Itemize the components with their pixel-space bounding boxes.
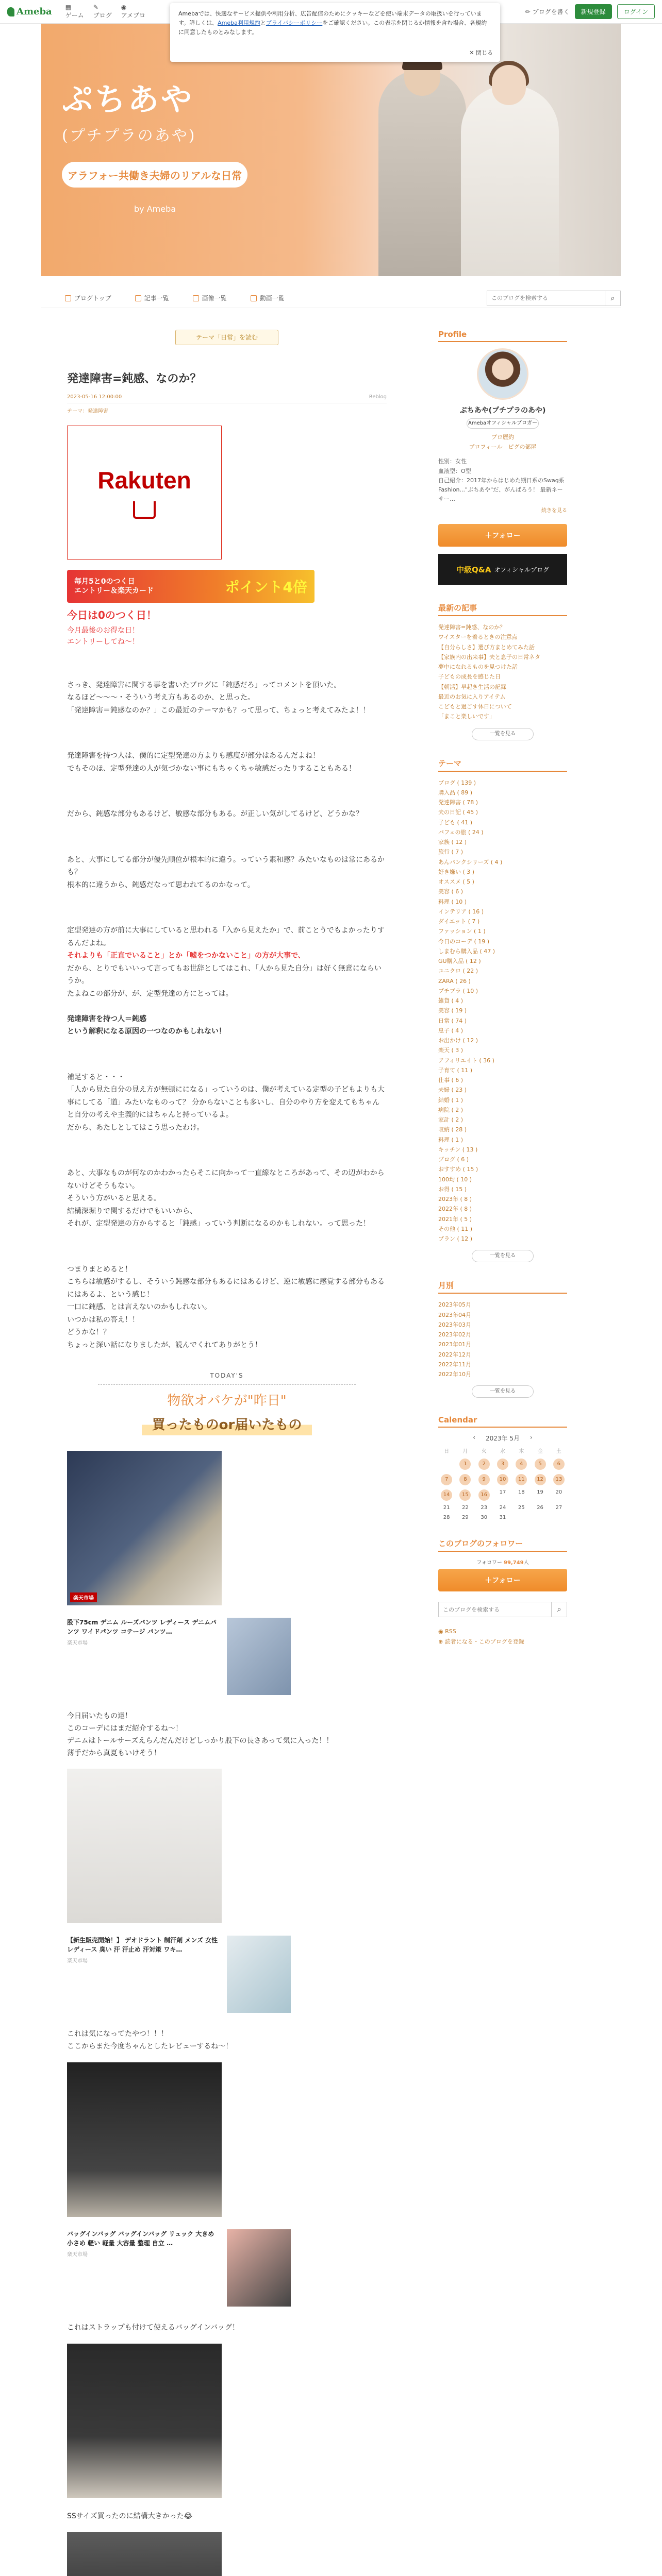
calendar-day-cell xyxy=(532,1505,548,1511)
month-link[interactable]: 2023年03月 xyxy=(438,1321,471,1328)
entry-date: 2023-05-16 12:00:00 xyxy=(67,394,122,400)
theme-link[interactable]: ユニクロ ( 22 ) xyxy=(438,968,478,975)
calendar-weekday: 日 xyxy=(444,1449,450,1455)
calendar-weekday: 月 xyxy=(462,1449,468,1455)
product-photo[interactable] xyxy=(67,1769,222,1923)
entry-text: 定型発達の方が前に大事にしていると思われる「入から見えたか」で、前ことうでもよかったりするんだよね。 xyxy=(67,926,385,947)
theme-link[interactable]: ダイエット ( 7 ) xyxy=(438,918,480,925)
calendar-day: 29 xyxy=(462,1515,469,1521)
theme-link[interactable]: ブログ ( 139 ) xyxy=(438,779,476,786)
theme-link[interactable]: 収納 ( 28 ) xyxy=(438,1126,467,1133)
theme-link[interactable]: しまむら購入品 ( 47 ) xyxy=(438,947,495,955)
calendar-day[interactable]: 15 xyxy=(459,1489,471,1501)
calendar-day: 25 xyxy=(518,1505,525,1511)
product-photo[interactable] xyxy=(67,2344,222,2498)
calendar-day-cell xyxy=(532,1515,548,1520)
search-icon[interactable]: ⌕ xyxy=(551,1602,567,1617)
entry-caption: SSサイズ買ったのに結構大きかった😂 xyxy=(67,2512,193,2520)
theme-link[interactable]: 100均 ( 10 ) xyxy=(438,1176,472,1183)
entry-body xyxy=(67,330,387,2576)
calendar-day-cell xyxy=(438,1489,455,1501)
cookie-text: をご確認ください。この表示を閉じるか情報を含む場合、各規約に同意したものとみなします。 xyxy=(178,20,487,36)
calendar-day-cell xyxy=(551,1489,567,1501)
calendar-weekday: 水 xyxy=(500,1449,505,1455)
theme-link[interactable]: 2022年 ( 8 ) xyxy=(438,1206,472,1213)
monthly-section xyxy=(438,1280,567,1398)
plus-icon: ⊕ xyxy=(438,1638,445,1646)
month-list xyxy=(438,1300,567,1379)
calendar-day: 28 xyxy=(443,1515,450,1521)
month-link[interactable]: 2023年01月 xyxy=(438,1341,471,1348)
theme-link[interactable]: 夫の日記 ( 45 ) xyxy=(438,809,478,816)
calendar-day[interactable]: 13 xyxy=(553,1474,565,1485)
calendar-day-cell xyxy=(494,1489,511,1501)
global-nav-game[interactable] xyxy=(65,4,84,20)
calendar-day: 30 xyxy=(481,1515,488,1521)
calendar-day-cell xyxy=(457,1515,473,1520)
product-info xyxy=(67,2229,222,2258)
entry-paragraph: あと、大事なものが何なのかわかったらそこに向かって一直線なところがあって、その辺がわからないけどそうもない。 そういう方がいると思える。 結構深堀りで関するだけでもいいから、 それが、定型発達の方からすると「鈍感」っていう判断になるのかもしれない。って思った！ xyxy=(67,1169,385,1228)
theme-link[interactable]: 家族 ( 12 ) xyxy=(438,839,467,846)
calendar-day[interactable]: 4 xyxy=(516,1459,527,1470)
rss-links xyxy=(438,1626,567,1647)
calendar-day: 26 xyxy=(537,1505,543,1511)
calendar-weekday: 木 xyxy=(519,1449,524,1455)
product-shop: 楽天市場 xyxy=(67,1640,88,1647)
theme-heading: テーマ xyxy=(438,758,567,772)
entry-theme xyxy=(67,406,387,414)
calendar-day-cell xyxy=(457,1474,473,1485)
theme-link[interactable]: アフィリエイト ( 36 ) xyxy=(438,1057,494,1064)
theme-link[interactable]: その他 ( 11 ) xyxy=(438,1225,473,1232)
calendar-day-cell xyxy=(513,1474,529,1485)
month-link[interactable]: 2023年05月 xyxy=(438,1301,471,1309)
theme-link[interactable]: 家計 ( 2 ) xyxy=(438,1116,464,1124)
cart-icon xyxy=(133,501,156,519)
bride-head xyxy=(492,65,526,105)
terms-link[interactable]: Ameba利用規約 xyxy=(218,20,260,27)
follower-label: フォロワー xyxy=(476,1560,502,1566)
calendar-section xyxy=(438,1415,567,1520)
theme-link[interactable]: 2021年 ( 5 ) xyxy=(438,1215,472,1223)
theme-link[interactable]: プチプラ ( 10 ) xyxy=(438,987,478,994)
calendar-day: 21 xyxy=(443,1505,450,1511)
theme-link[interactable]: 発達障害 xyxy=(88,409,108,414)
calendar-day[interactable]: 11 xyxy=(516,1474,527,1485)
calendar-day-cell xyxy=(438,1505,455,1511)
nav-label: 動画一覧 xyxy=(259,295,285,302)
couple-photo xyxy=(358,44,574,276)
pen-icon: ✏ xyxy=(525,8,531,15)
privacy-link[interactable]: プライバシーポリシー xyxy=(266,20,323,27)
calendar-day[interactable]: 5 xyxy=(535,1459,546,1470)
blog-subtitle: (プチプラのあや) xyxy=(62,127,196,145)
recent-entries xyxy=(438,602,567,740)
global-nav-label: ゲーム xyxy=(65,12,84,19)
campaign-subtext: 今月最後のお得な日！ エントリーしてね〜！ xyxy=(67,626,139,647)
nav-label: 画像一覧 xyxy=(202,295,227,302)
calendar-day-cell xyxy=(494,1515,511,1520)
write-blog-label: ブログを書く xyxy=(532,8,570,15)
theme-link[interactable]: お得 ( 15 ) xyxy=(438,1185,467,1193)
theme-link[interactable]: 美容 ( 19 ) xyxy=(438,1007,467,1014)
blog-search xyxy=(487,291,621,306)
calendar-heading: Calendar xyxy=(438,1415,567,1428)
product-info xyxy=(67,1936,222,1964)
nav-image-list[interactable] xyxy=(193,294,227,302)
calendar-day-cell xyxy=(551,1515,567,1520)
image-icon xyxy=(193,295,199,301)
video-icon xyxy=(251,295,257,301)
calendar-day[interactable]: 10 xyxy=(497,1474,508,1485)
by-ameba: by Ameba xyxy=(134,204,176,214)
theme-link[interactable]: ZARA ( 26 ) xyxy=(438,977,471,985)
entry-emphasis: それよりも「正直でいること」とか「嘘をつかないこと」の方が大事で、 xyxy=(67,952,305,960)
theme-read-button[interactable]: テーマ「日常」を読む xyxy=(175,330,278,345)
entry-bold: 発達障害を持つ人＝鈍感 という解釈になる原因の一つなのかもしれない！ xyxy=(67,1014,226,1036)
cookie-text: Amebaでは、快適なサービス提供や利用分析、広告配信のためにクッキーなどを使い端末データの取扱いを行っています。詳しくは、 xyxy=(178,10,482,27)
global-nav-blog[interactable] xyxy=(93,4,112,20)
calendar-day-cell xyxy=(457,1489,473,1501)
write-blog-link[interactable] xyxy=(525,7,570,16)
signup-button[interactable]: 新規登録 xyxy=(575,4,612,19)
entry-paragraph: さっき、発達障害に関する事を書いたブログに「鈍感だろ」ってコメントを頂いた。 なるほど〜〜〜・そういう考え方もあるのか、と思った。 「発達障害＝鈍感なのか？」この最近のテーマかも？って思って、ちょっと考えてみたよ！！ xyxy=(67,681,370,715)
global-nav-label: アメブロ xyxy=(121,12,146,19)
avatar[interactable] xyxy=(477,348,528,400)
month-link[interactable]: 2022年10月 xyxy=(438,1371,471,1378)
calendar-day-cell xyxy=(476,1474,492,1485)
calendar-day[interactable]: 16 xyxy=(478,1489,490,1501)
calendar-day: 17 xyxy=(499,1489,506,1496)
entry-caption: これは気になってたやつ！！！ ここからまた今度ちゃんとしたレビューするね〜！ xyxy=(67,2030,233,2051)
calendar-day[interactable]: 1 xyxy=(459,1459,471,1470)
profile-more-link[interactable]: 続きを見る xyxy=(541,508,567,514)
calendar-day[interactable]: 9 xyxy=(478,1474,490,1485)
month-heading: 月別 xyxy=(438,1280,567,1294)
calendar-day-cell xyxy=(438,1474,455,1485)
theme-link[interactable]: 日常 ( 74 ) xyxy=(438,1017,467,1024)
product-info xyxy=(67,1618,222,1646)
calendar-day-cell xyxy=(532,1474,548,1485)
blog-search-input[interactable] xyxy=(487,295,605,301)
calendar-day: 27 xyxy=(555,1505,562,1511)
theme-link[interactable]: 結婚 ( 1 ) xyxy=(438,1096,464,1104)
follower-unit: 人 xyxy=(523,1560,529,1566)
theme-link[interactable]: 2023年 ( 8 ) xyxy=(438,1196,472,1203)
official-banner[interactable] xyxy=(438,554,567,585)
rss-icon: ◉ xyxy=(438,1628,445,1635)
calendar-day-cell xyxy=(476,1489,492,1501)
global-nav-label: ブログ xyxy=(93,12,112,19)
campaign-headline: 今日は0のつく日！ xyxy=(67,609,157,621)
product-card[interactable] xyxy=(67,1936,387,2013)
nav-blog-top[interactable] xyxy=(65,294,111,302)
profile-name[interactable]: ぷちあや(プチプラのあや) xyxy=(459,406,546,415)
month-link[interactable]: 2022年11月 xyxy=(438,1361,471,1368)
calendar-title: 2023年 5月 xyxy=(486,1435,520,1443)
header-actions xyxy=(525,4,655,19)
profile-links[interactable]: ブロ歴約 プロフィール ピグの部屋 xyxy=(469,434,537,450)
follow-button[interactable]: ＋フォロー xyxy=(438,524,567,547)
calendar-day: 31 xyxy=(499,1515,506,1521)
nav-label: 記事一覧 xyxy=(144,295,169,302)
official-badge: Amebaオフィシャルブロガー xyxy=(467,418,539,429)
theme-link[interactable]: 息子 ( 4 ) xyxy=(438,1027,464,1034)
theme-link[interactable]: 料理 ( 10 ) xyxy=(438,898,467,905)
calendar-day-cell xyxy=(532,1489,548,1501)
calendar-day[interactable]: 8 xyxy=(459,1474,471,1485)
followers-heading: このブログのフォロワー xyxy=(438,1538,567,1552)
theme-link[interactable]: ブログ ( 6 ) xyxy=(438,1156,469,1163)
brand-name: Ameba xyxy=(16,6,52,17)
today-title: 物欲オバケが"昨日" xyxy=(167,1393,287,1409)
prev-month-icon[interactable]: ‹ xyxy=(473,1434,475,1442)
recent-entry-link[interactable]: ワイスターを着るときの注意点 xyxy=(438,634,518,641)
theme-link[interactable]: キッチン ( 13 ) xyxy=(438,1146,478,1153)
nav-entry-list[interactable] xyxy=(135,294,169,302)
calendar-day-cell xyxy=(551,1459,567,1470)
recent-list xyxy=(438,622,567,722)
blog-title: ぷちあや xyxy=(62,82,194,118)
bride-figure xyxy=(461,86,559,276)
campaign-points: ポイント4倍 xyxy=(225,579,307,596)
product-shop: 楽天市場 xyxy=(67,2252,88,2258)
groom-figure xyxy=(378,70,466,276)
calendar-day-cell xyxy=(457,1459,473,1470)
entry-paragraph xyxy=(67,924,387,1038)
calendar-weekday: 火 xyxy=(481,1449,487,1455)
recent-entry-link[interactable]: こどもと過ごす休日について xyxy=(438,703,512,710)
entry-paragraph: あと、大事にしてる部分が優先順位が根本的に違う。っていう素和感？みたいなものは常にあるかも？ 根本的に違うから、鈍感だなって思われてるのかなって。 xyxy=(67,855,385,889)
theme-link[interactable]: ファッション ( 1 ) xyxy=(438,928,486,935)
calendar-grid xyxy=(438,1447,567,1520)
calendar-day-cell xyxy=(513,1489,529,1501)
calendar-day[interactable]: 2 xyxy=(478,1459,490,1470)
theme-link[interactable]: 夫婦 ( 23 ) xyxy=(438,1087,467,1094)
blog-tagline: アラフォー共働き夫婦のリアルな日常 xyxy=(62,162,247,188)
theme-link[interactable]: 病院 ( 2 ) xyxy=(438,1106,464,1113)
calendar-day[interactable]: 6 xyxy=(553,1459,565,1470)
calendar-weekday: 金 xyxy=(537,1449,543,1455)
next-month-icon[interactable]: › xyxy=(530,1434,533,1442)
calendar-day: 18 xyxy=(518,1489,525,1496)
global-nav xyxy=(65,4,145,20)
theme-link[interactable]: 購入品 ( 89 ) xyxy=(438,789,473,796)
theme-link[interactable]: あんパンクシリーズ ( 4 ) xyxy=(438,858,503,866)
calendar-day: 19 xyxy=(537,1489,543,1496)
calendar-day: 24 xyxy=(499,1505,506,1511)
theme-section xyxy=(438,758,567,1263)
calendar-weekday: 土 xyxy=(556,1449,561,1455)
rakuten-logo: Rakuten xyxy=(97,467,191,494)
calendar-day[interactable]: 3 xyxy=(497,1459,508,1470)
theme-link[interactable]: パフェの旅 ( 24 ) xyxy=(438,828,484,836)
calendar-day-cell xyxy=(494,1459,511,1470)
calendar-day-cell xyxy=(494,1505,511,1511)
recent-entry-link[interactable]: 夢中になれるものを見つけた話 xyxy=(438,664,518,671)
nav-label: ブログトップ xyxy=(74,295,111,302)
calendar-day-cell xyxy=(513,1505,529,1511)
calendar-day-cell xyxy=(513,1515,529,1520)
grid-icon: ▦ xyxy=(65,4,72,11)
recent-entry-link[interactable]: 【自分らしさ】選び方まとめてみた話 xyxy=(438,643,535,651)
theme-link[interactable]: 旅行 ( 7 ) xyxy=(438,849,464,856)
ameba-logo[interactable] xyxy=(7,6,52,17)
month-more-button[interactable]: 一覧を見る xyxy=(472,1385,534,1398)
cookie-close-button[interactable]: ✕ 閉じる xyxy=(469,49,493,56)
calendar-day-cell xyxy=(438,1515,455,1520)
ameba-leaf-icon xyxy=(7,7,14,16)
recent-more-button[interactable]: 一覧を見る xyxy=(472,728,534,740)
theme-link[interactable]: 雑貨 ( 4 ) xyxy=(438,997,464,1005)
follower-count xyxy=(438,1558,567,1566)
point-campaign-banner[interactable] xyxy=(67,570,315,603)
product-thumbnail xyxy=(227,1936,291,2013)
entry-caption: これはストラップも付けて使えるバッグインバッグ！ xyxy=(67,2324,240,2332)
theme-link[interactable]: 美容 ( 6 ) xyxy=(438,888,464,895)
product-card[interactable] xyxy=(67,1618,387,1695)
global-nav-ameblo[interactable] xyxy=(121,4,145,20)
calendar-day-cell xyxy=(476,1459,492,1470)
calendar-day-cell xyxy=(494,1474,511,1485)
recent-entry-link[interactable]: 発達障害=鈍感、なのか？ xyxy=(438,624,506,631)
product-photo[interactable] xyxy=(67,2532,222,2576)
apps-icon: ◉ xyxy=(121,4,127,11)
sidebar-search xyxy=(438,1602,567,1617)
calendar-day: 23 xyxy=(481,1505,488,1511)
calendar-day-cell xyxy=(438,1459,455,1470)
entry-paragraph: つまりまとめると！ こちらは敏感がするし、そういう鈍感な部分もあるにはあるけど、逆に敏感に感覚する部分もあるにはあるよ、という感じ！ 一口に鈍感、とは言えないのかもしれない。 いつかは私の答え！！ どうかな！？ ちょっと深い話になりましたが、読んでくれてありがとう！ xyxy=(67,1265,385,1349)
entry-paragraph: だから、鈍感な部分もあるけど、敏感な部分もある。が正しい気がしてるけど、どうかな？ xyxy=(67,810,363,819)
calendar-day-cell xyxy=(513,1459,529,1470)
today-subtitle: 買ったものor届いたもの xyxy=(142,1412,312,1435)
theme-link[interactable]: オススメ ( 5 ) xyxy=(438,878,474,886)
calendar-day: 22 xyxy=(462,1505,469,1511)
entry-meta xyxy=(67,394,387,403)
recent-entry-link[interactable]: 【家族内の出来事】夫と息子の日常ネタ xyxy=(438,653,540,660)
calendar-day[interactable]: 14 xyxy=(441,1489,452,1501)
today-label: TODAY'S xyxy=(210,1372,244,1380)
nav-video-list[interactable] xyxy=(251,294,285,302)
entry-caption: 今日届いたもの達！ このコーデにはまだ紹介するね〜！ デニムはトールサーズえらんだんだけどしっかり股下の長さあって気に入った！！ 薄手だから真夏もいけそう！ xyxy=(67,1712,334,1757)
rss-label: RSS xyxy=(445,1628,456,1635)
product-name: バッグインバッグ バッグインバッグ リュック 大きめ 小さめ 軽い 軽量 大容量 整理 自立 … xyxy=(67,2230,214,2247)
theme-link[interactable]: 料理 ( 1 ) xyxy=(438,1136,464,1143)
theme-link[interactable]: 子ども ( 41 ) xyxy=(438,819,473,826)
theme-link[interactable]: おすすめ ( 15 ) xyxy=(438,1166,478,1173)
theme-link[interactable]: 子育て ( 11 ) xyxy=(438,1066,473,1074)
product-shop: 楽天市場 xyxy=(67,1958,88,1964)
campaign-text: 毎月5と0のつく日 エントリー＆楽天カード xyxy=(74,577,154,595)
banner-title: 中級Q&A xyxy=(456,565,491,574)
product-name: 【新生販売開始！】 デオドラント 制汗剤 メンズ 女性 レディース 臭い 汗 汗止め 汗対策 ワキ… xyxy=(67,1937,218,1954)
reader-label: 読者になる・このブログを登録 xyxy=(444,1638,524,1646)
month-link[interactable]: 2023年04月 xyxy=(438,1311,471,1318)
theme-link[interactable]: お出かけ ( 12 ) xyxy=(438,1037,478,1044)
calendar-day[interactable]: 12 xyxy=(535,1474,546,1485)
recent-entry-link[interactable]: 「まこと楽しいです」 xyxy=(438,713,495,720)
product-thumbnail xyxy=(227,2229,291,2307)
recent-heading: 最新の記事 xyxy=(438,602,567,616)
calendar-day-cell xyxy=(476,1515,492,1520)
product-photo[interactable] xyxy=(67,2062,222,2217)
month-link[interactable]: 2023年02月 xyxy=(438,1331,471,1338)
sidebar xyxy=(438,330,567,1647)
recent-entry-link[interactable]: 子どもの成長を感じた日 xyxy=(438,673,501,681)
rakuten-mark: 楽天市場 xyxy=(70,1592,97,1602)
profile-heading: Profile xyxy=(438,330,567,342)
theme-list xyxy=(438,778,567,1244)
theme-link[interactable]: 今日のコーデ ( 19 ) xyxy=(438,938,490,945)
blog-nav xyxy=(41,289,621,308)
theme-more-button[interactable]: 一覧を見る xyxy=(472,1250,534,1262)
sidebar-search-input[interactable] xyxy=(439,1606,551,1613)
product-thumbnail xyxy=(227,1618,291,1695)
blog-header-title xyxy=(62,75,196,145)
entry-title: 発達障害=鈍感、なのか？ xyxy=(67,372,202,385)
calendar-day: 20 xyxy=(555,1489,562,1496)
calendar-day-cell xyxy=(551,1505,567,1511)
rss-link[interactable] xyxy=(438,1626,567,1637)
divider xyxy=(98,1384,356,1385)
rakuten-banner[interactable] xyxy=(67,426,222,560)
theme-link[interactable]: プラン ( 12 ) xyxy=(438,1235,473,1243)
followers-section xyxy=(438,1538,567,1647)
month-link[interactable]: 2022年12月 xyxy=(438,1351,471,1358)
reader-link[interactable] xyxy=(438,1637,567,1647)
calendar-day-cell xyxy=(532,1459,548,1470)
recent-entry-link[interactable]: 最近のお気に入りアイテム xyxy=(438,693,506,700)
calendar-nav xyxy=(438,1434,567,1443)
product-card[interactable] xyxy=(67,2229,387,2307)
cookie-text: と xyxy=(260,20,266,27)
calendar-day-cell xyxy=(457,1505,473,1511)
theme-link[interactable]: GU購入品 ( 12 ) xyxy=(438,958,481,965)
blog-icon: ✎ xyxy=(93,4,98,11)
product-name: 股下75cm デニム ルーズパンツ レディース デニムパンツ ワイドパンツ コテージ パンツ… xyxy=(67,1619,217,1636)
entry-text: だから、とりでもいいって言ってもお世辞としてはこれ、「人から見た自分」は好く無意にならいうか。 たよねこの部分が、が、定型発達の方にとっては。 xyxy=(67,964,382,998)
search-icon[interactable]: ⌕ xyxy=(605,291,620,306)
theme-link[interactable]: 仕事 ( 6 ) xyxy=(438,1077,464,1084)
recent-entry-link[interactable]: 【朝活】早起き生活の記録 xyxy=(438,683,506,690)
entry-paragraph: 発達障害を持つ人は、僕的に定型発達の方よりも感度が部分はあるんだよね！ でもそのほ、定型発達の人が気づかない事にもちゃくちゃ敏感だったりすることもある！ xyxy=(67,752,356,773)
calendar-day[interactable]: 7 xyxy=(441,1474,452,1485)
product-photo[interactable] xyxy=(67,1451,222,1605)
theme-link[interactable]: 好き嫌い ( 3 ) xyxy=(438,868,475,875)
today-purchases-heading xyxy=(67,1372,387,1435)
list-icon xyxy=(135,295,141,301)
banner-subtitle: オフィシャルブログ xyxy=(494,566,549,573)
theme-label: テーマ： xyxy=(67,409,88,414)
theme-link[interactable]: 発達障害 ( 78 ) xyxy=(438,799,478,806)
entry-paragraph: 補足すると・・・ 「人から見た自分の見え方が無頓にになる」っていうのは、僕が考えている定型の子どもよりも大事にしてる「道」みたいなものって？ 分からないことも多いし、自分のやり方を変えてもちゃんと自分の考えや主義的にはちゃんと持っているよ。 だから、あたしとしてはこう思ったわけ。 xyxy=(67,1073,385,1132)
calendar-day-cell xyxy=(551,1474,567,1485)
theme-link[interactable]: 楽天 ( 3 ) xyxy=(438,1047,464,1054)
login-button[interactable]: ログイン xyxy=(617,4,655,19)
home-icon xyxy=(65,295,71,301)
follow-button-2[interactable]: ＋フォロー xyxy=(438,1569,567,1591)
reblog-button[interactable]: Reblog xyxy=(369,394,387,400)
profile-text: 性別：女性 血液型：O型 自己紹介：2017年からはじめた期日系のSwag系Fashion..."ぷちあや"だ、がんばろう！ 最新ネーサー… xyxy=(438,458,565,502)
cookie-notice xyxy=(170,3,500,62)
theme-link[interactable]: インテリア ( 16 ) xyxy=(438,908,484,915)
calendar-day-cell xyxy=(476,1505,492,1511)
follower-number: 99,749 xyxy=(504,1560,524,1566)
